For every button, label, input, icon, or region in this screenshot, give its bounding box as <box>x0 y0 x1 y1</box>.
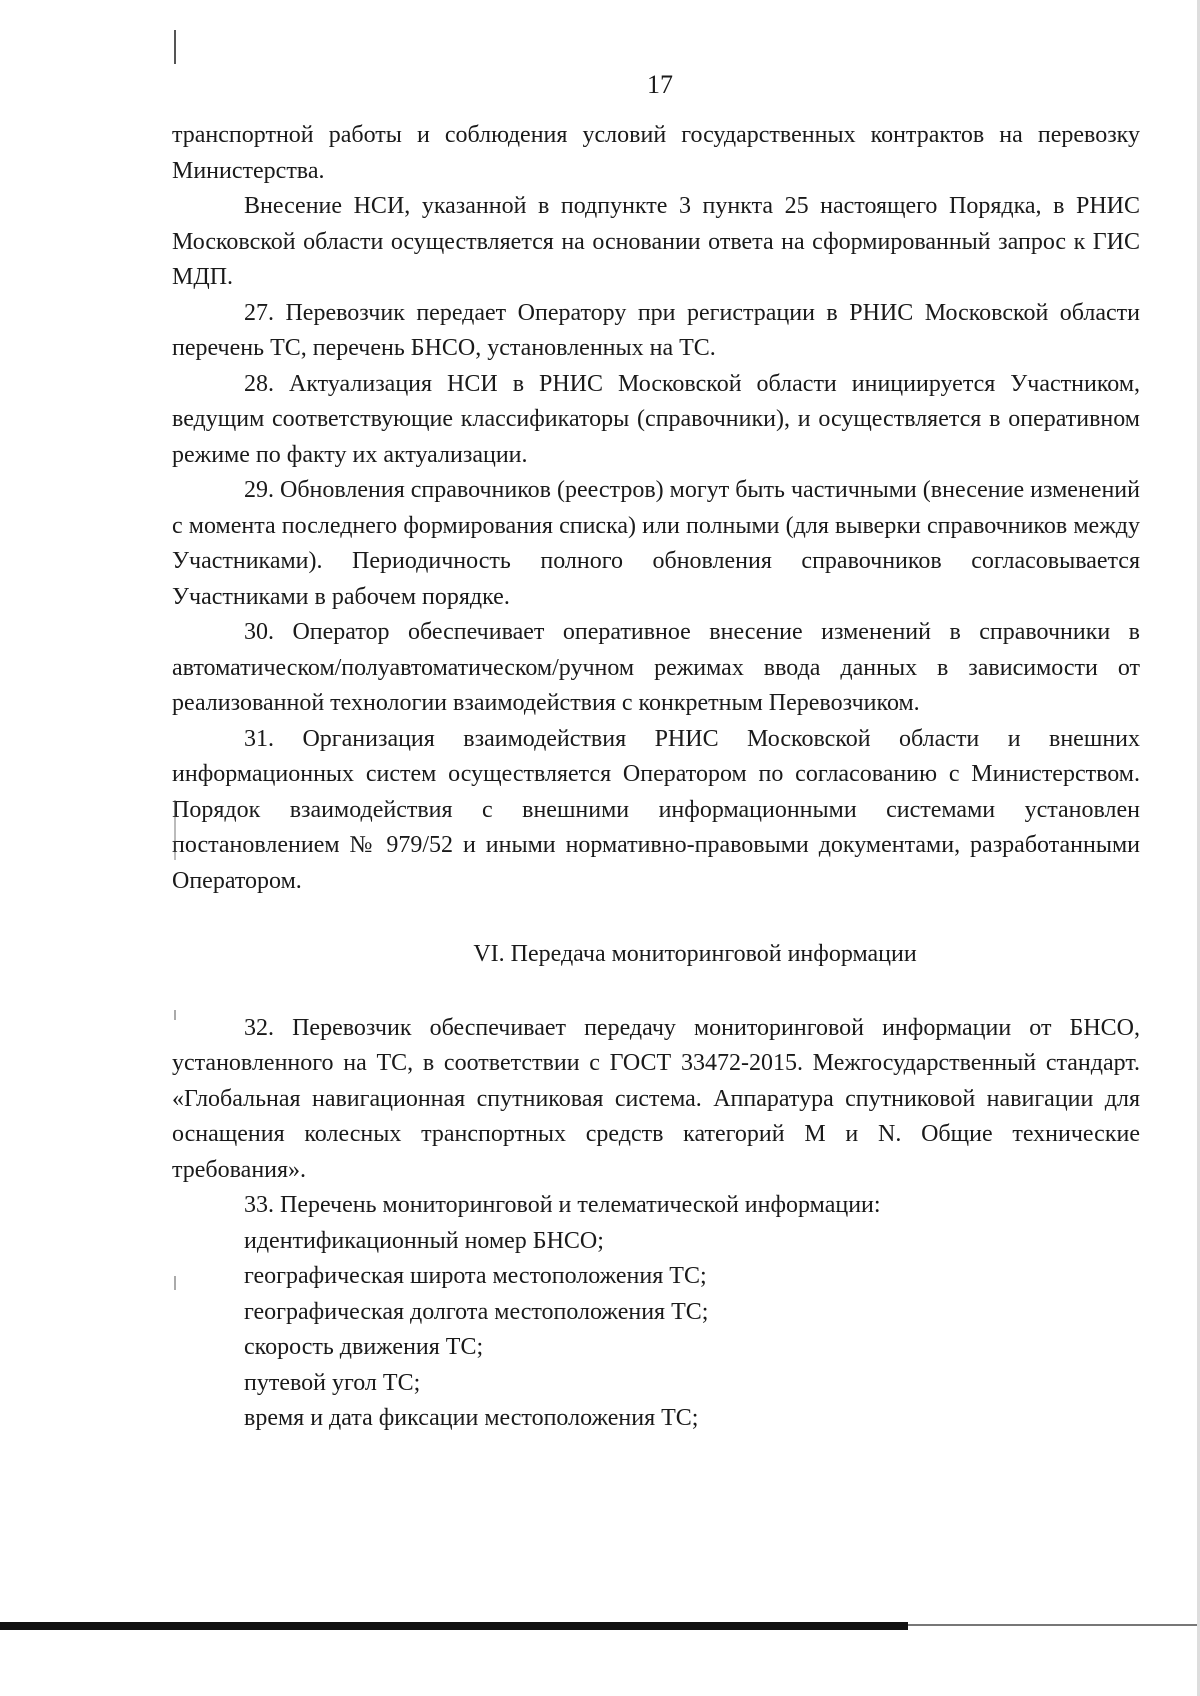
scan-mark <box>174 1276 176 1290</box>
paragraph: 27. Перевозчик передает Оператору при регистрации в РНИС Московской области перечень ТС, перечень БНСО, установленных на ТС. <box>172 299 1140 361</box>
telematics-list <box>172 1224 1140 1437</box>
scan-mark <box>174 1010 176 1020</box>
list-item: путевой угол ТС; <box>244 1369 421 1396</box>
section-heading: VI. Передача мониторинговой информации <box>473 941 917 967</box>
paragraph: транспортной работы и соблюдения условий государственных контрактов на перевозку Министерства. <box>172 122 1140 184</box>
paragraphs-before-heading <box>172 118 1140 899</box>
list-item: географическая долгота местоположения ТС; <box>244 1298 709 1325</box>
document-body <box>172 118 1140 1437</box>
scan-bottom-line <box>908 1624 1200 1626</box>
list-item: время и дата фиксации местоположения ТС; <box>244 1405 699 1431</box>
paragraph: 32. Перевозчик обеспечивает передачу мониторинговой информации от БНСО, установленного на ТС, в соответствии с ГОСТ 33472-2015. Межгосударственный стандарт. «Глобальная навигационная спутниковая система. Аппаратура спутниковой навигации для оснащения колесных транспортных средств категорий М и N. Общие технические требования». <box>172 1014 1140 1183</box>
paragraph: 33. Перечень мониторинговой и телематической информации: <box>244 1192 881 1218</box>
scan-mark <box>174 800 176 860</box>
scan-bottom-bar <box>0 1622 908 1630</box>
paragraphs-after-heading <box>172 1011 1140 1224</box>
list-item: идентификационный номер БНСО; <box>244 1227 604 1254</box>
page-number: 17 <box>647 70 673 99</box>
paragraph: Внесение НСИ, указанной в подпункте 3 пункта 25 настоящего Порядка, в РНИС Московской области осуществляется на основании ответа на сформированный запрос к ГИС МДП. <box>172 193 1140 290</box>
paragraph: 28. Актуализация НСИ в РНИС Московской области инициируется Участником, ведущим соответствующие классификаторы (справочники), и осуществляется в оперативном режиме по факту их актуализации. <box>172 370 1140 468</box>
paragraph: 30. Оператор обеспечивает оперативное внесение изменений в справочники в автоматическом/полуавтоматическом/ручном режимах ввода данных в зависимости от реализованной технологии взаимодействия с конкретным Перевозчиком. <box>172 619 1140 716</box>
scan-mark <box>174 30 176 64</box>
list-item: скорость движения ТС; <box>244 1334 484 1360</box>
paragraph: 31. Организация взаимодействия РНИС Московской области и внешних информационных систем осуществляется Оператором по согласованию с Министерством. Порядок взаимодействия с внешними информационными системами установлен постановлением № 979/52 и иными нормативно-правовыми документами, разработанными Оператором. <box>172 725 1140 894</box>
list-item: географическая широта местоположения ТС; <box>244 1263 707 1289</box>
paragraph: 29. Обновления справочников (реестров) могут быть частичными (внесение изменений с момента последнего формирования списка) или полными (для выверки справочников между Участниками). Периодичность полного обновления справочников согласовывается Участниками в рабочем порядке. <box>172 477 1140 610</box>
